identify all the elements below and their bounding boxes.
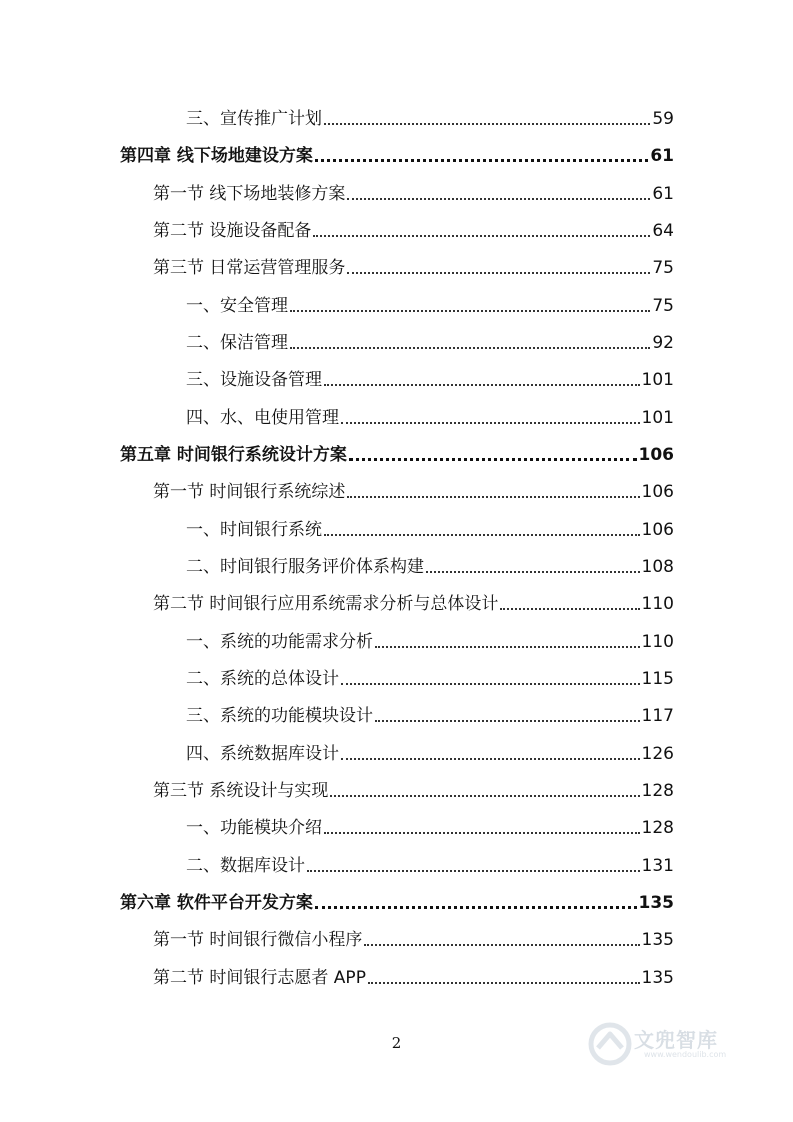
toc-entry[interactable] <box>153 592 674 616</box>
toc-entry-page: 135 <box>641 930 674 950</box>
dot-leader <box>315 905 637 909</box>
toc-entry-title: 二、保洁管理 <box>186 333 288 353</box>
toc-entry-title: 第六章 软件平台开发方案 <box>120 893 313 913</box>
dot-leader <box>290 346 650 349</box>
toc-entry[interactable] <box>120 144 674 168</box>
dot-leader <box>341 757 640 760</box>
toc-entry[interactable] <box>186 406 674 430</box>
watermark-logo-icon <box>588 1022 632 1066</box>
toc-entry[interactable] <box>153 480 674 504</box>
toc-entry-title: 第二节 时间银行志愿者 APP <box>153 968 366 988</box>
toc-entry[interactable] <box>186 742 674 766</box>
toc-entry[interactable] <box>186 854 674 878</box>
toc-entry[interactable] <box>186 518 674 542</box>
toc-entry-page: 75 <box>652 296 674 316</box>
toc-entry-page: 128 <box>641 781 674 801</box>
dot-leader <box>426 570 640 573</box>
dot-leader <box>324 383 640 386</box>
toc-entry-title: 第二节 时间银行应用系统需求分析与总体设计 <box>153 594 499 614</box>
toc-entry-title: 第二节 设施设备配备 <box>153 221 312 241</box>
toc-entry[interactable] <box>186 368 674 392</box>
watermark-url: www.wendoulib.com <box>644 1050 727 1059</box>
toc-entry-page: 110 <box>641 594 674 614</box>
toc-entry-title: 二、系统的总体设计 <box>186 669 339 689</box>
toc-entry-page: 115 <box>641 669 674 689</box>
toc-entry-page: 61 <box>652 184 674 204</box>
toc-entry[interactable] <box>186 555 674 579</box>
dot-leader <box>500 607 639 610</box>
dot-leader <box>347 271 650 274</box>
dot-leader <box>375 645 640 648</box>
dot-leader <box>364 943 639 946</box>
toc-entry-page: 59 <box>652 109 674 129</box>
toc-entry-page: 135 <box>638 893 674 913</box>
toc-entry-title: 第一节 时间银行微信小程序 <box>153 930 363 950</box>
toc-entry-title: 二、数据库设计 <box>186 856 305 876</box>
toc-entry[interactable] <box>186 630 674 654</box>
toc-entry[interactable] <box>186 816 674 840</box>
dot-leader <box>315 158 648 162</box>
dot-leader <box>330 794 639 797</box>
toc-entry[interactable] <box>186 331 674 355</box>
toc-entry-title: 一、系统的功能需求分析 <box>186 632 373 652</box>
page-number: 2 <box>391 1034 402 1052</box>
toc-entry-page: 106 <box>641 482 674 502</box>
toc-entry-page: 128 <box>641 818 674 838</box>
toc-entry-title: 四、水、电使用管理 <box>186 408 339 428</box>
toc-entry-title: 第三节 系统设计与实现 <box>153 781 329 801</box>
toc-entry-page: 92 <box>652 333 674 353</box>
dot-leader <box>324 533 640 536</box>
toc-entry-page: 75 <box>652 258 674 278</box>
toc-entry-page: 126 <box>641 744 674 764</box>
toc-entry[interactable] <box>153 928 674 952</box>
dot-leader <box>324 122 650 125</box>
toc-entry-page: 131 <box>641 856 674 876</box>
toc-entry-page: 101 <box>641 408 674 428</box>
toc-entry[interactable] <box>153 256 674 280</box>
dot-leader <box>307 869 640 872</box>
toc-entry[interactable] <box>186 667 674 691</box>
toc-entry[interactable] <box>153 219 674 243</box>
toc-entry-page: 64 <box>652 221 674 241</box>
dot-leader <box>347 495 639 498</box>
toc-entry-title: 第三节 日常运营管理服务 <box>153 258 346 278</box>
toc-entry[interactable] <box>153 779 674 803</box>
toc-entry-page: 61 <box>650 146 674 166</box>
dot-leader <box>349 457 637 461</box>
dot-leader <box>347 197 650 200</box>
toc-entry-title: 二、时间银行服务评价体系构建 <box>186 557 424 577</box>
toc-entry-page: 110 <box>641 632 674 652</box>
toc-entry-title: 第四章 线下场地建设方案 <box>120 146 313 166</box>
watermark <box>588 1020 758 1070</box>
toc-entry-page: 108 <box>641 557 674 577</box>
dot-leader <box>324 831 640 834</box>
toc-entry-page: 101 <box>641 370 674 390</box>
dot-leader <box>341 682 640 685</box>
toc-entry-title: 一、安全管理 <box>186 296 288 316</box>
dot-leader <box>368 981 640 984</box>
toc-entry[interactable] <box>186 704 674 728</box>
toc-entry-title: 三、设施设备管理 <box>186 370 322 390</box>
toc-entry-title: 四、系统数据库设计 <box>186 744 339 764</box>
toc-entry-title: 第五章 时间银行系统设计方案 <box>120 445 347 465</box>
toc-entry[interactable] <box>186 107 674 131</box>
toc-entry-page: 106 <box>638 445 674 465</box>
toc-entry-title: 三、宣传推广计划 <box>186 109 322 129</box>
toc-entry[interactable] <box>120 443 674 467</box>
toc-entry[interactable] <box>153 182 674 206</box>
toc-entry[interactable] <box>186 294 674 318</box>
dot-leader <box>313 234 650 237</box>
toc-entry-page: 117 <box>641 706 674 726</box>
toc-entry[interactable] <box>153 966 674 990</box>
toc-entry-title: 第一节 线下场地装修方案 <box>153 184 346 204</box>
toc-entry-page: 106 <box>641 520 674 540</box>
toc-entry-title: 一、时间银行系统 <box>186 520 322 540</box>
toc-entry-page: 135 <box>641 968 674 988</box>
toc-entry-title: 第一节 时间银行系统综述 <box>153 482 346 502</box>
dot-leader <box>341 421 640 424</box>
watermark-name: 文兜智库 <box>634 1028 718 1052</box>
dot-leader <box>375 719 640 722</box>
dot-leader <box>290 309 650 312</box>
toc-entry[interactable] <box>120 891 674 915</box>
toc-entry-title: 三、系统的功能模块设计 <box>186 706 373 726</box>
toc-entry-title: 一、功能模块介绍 <box>186 818 322 838</box>
